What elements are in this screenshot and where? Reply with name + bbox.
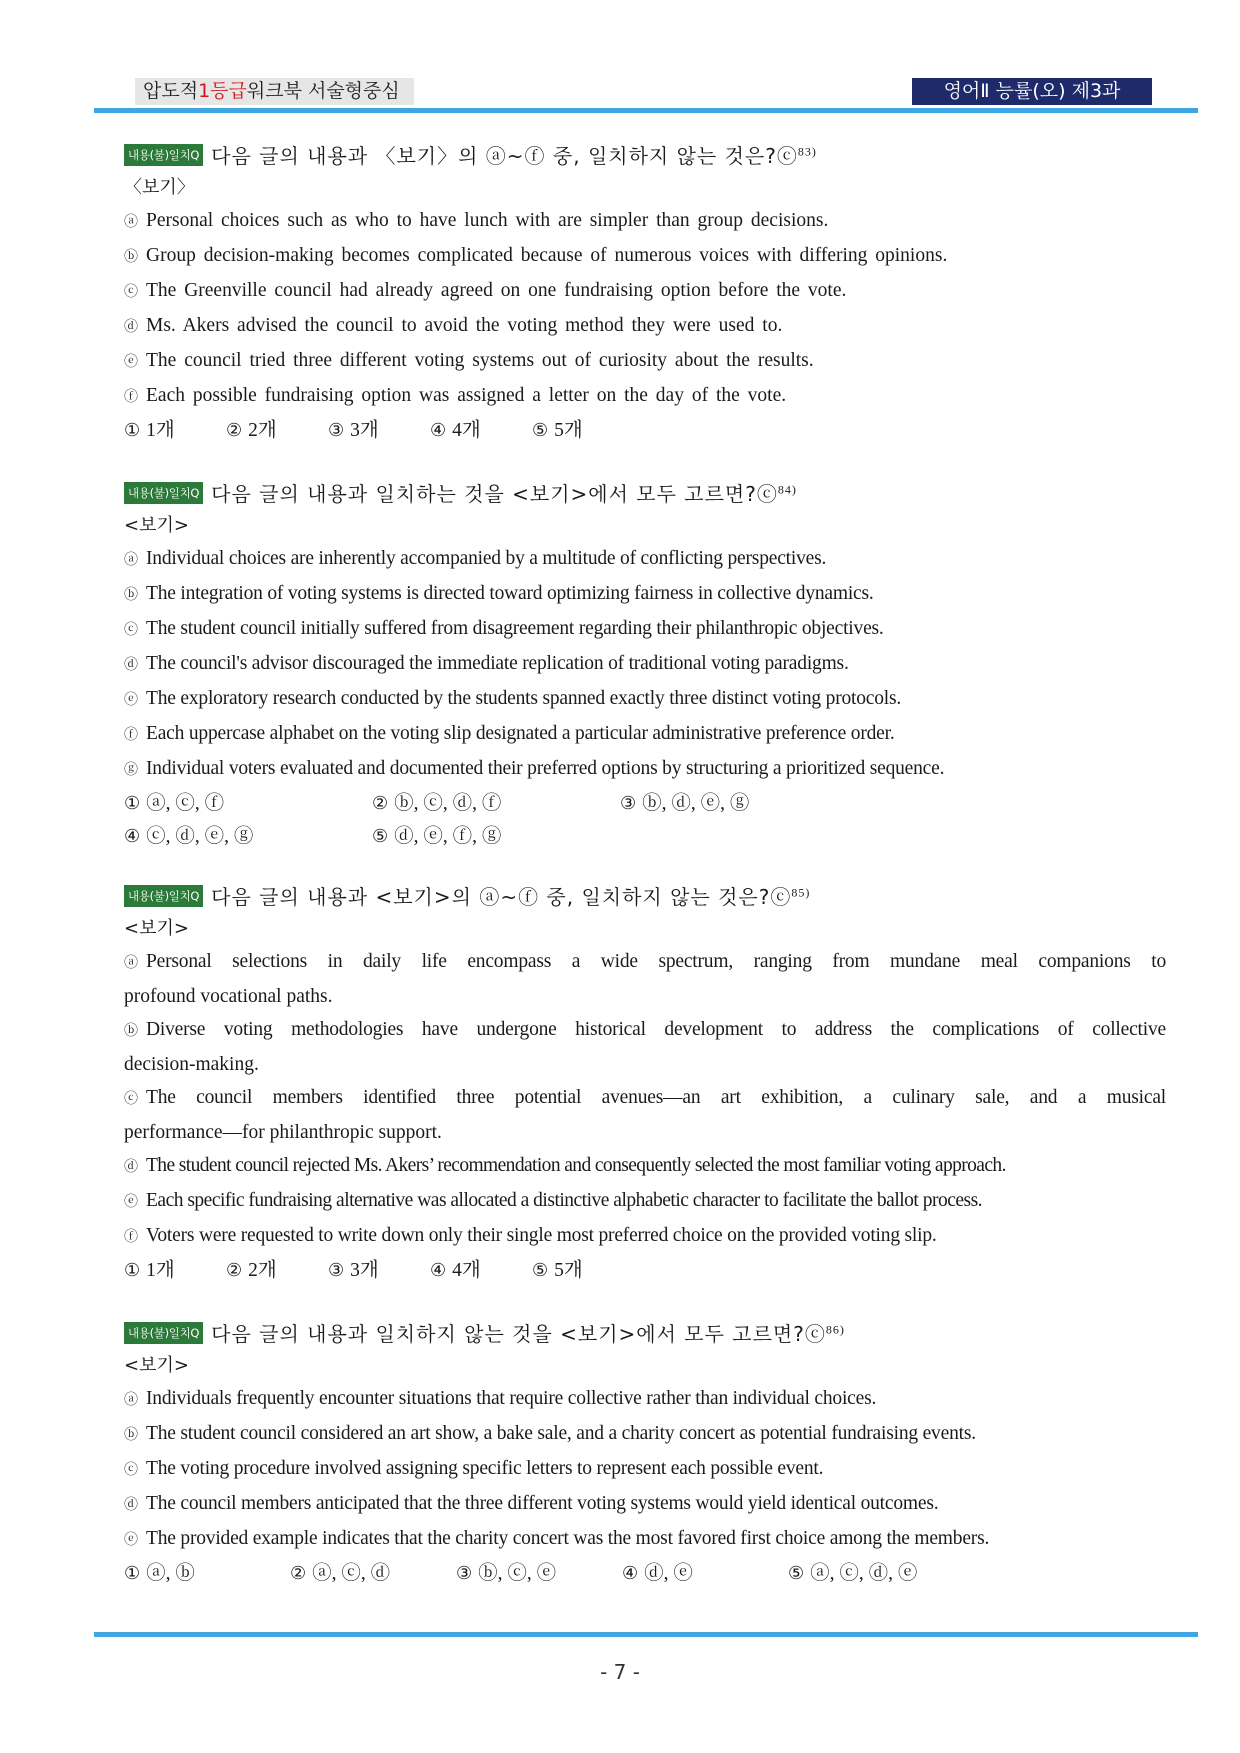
- choice-number: ⑤: [532, 420, 549, 441]
- choice-number: ③: [620, 793, 637, 814]
- statement-mark: ⓕ: [124, 727, 138, 743]
- statement-text: The student council considered an art show, a bake sale, and a charity concert as potential fundraising events.: [146, 1423, 976, 1444]
- statement: [124, 379, 1166, 414]
- footnote-ref: 86): [825, 1322, 845, 1337]
- answer-choice[interactable]: [372, 820, 501, 853]
- answer-choice[interactable]: [788, 1557, 917, 1590]
- statement-mark: ⓒ: [124, 622, 138, 638]
- answer-choice[interactable]: [124, 820, 253, 853]
- choice-text: 3개: [350, 420, 379, 441]
- question-86: [124, 1316, 1166, 1590]
- footnote-ref: 84): [777, 482, 797, 497]
- choice-text: 2개: [248, 1260, 277, 1281]
- question-text: [211, 1318, 845, 1347]
- statement-mark: ⓔ: [124, 1532, 138, 1548]
- choice-text: 5개: [554, 420, 583, 441]
- statement-text: The exploratory research conducted by the students spanned exactly three distinct voting protocols.: [146, 688, 902, 709]
- question-83: [124, 138, 1166, 447]
- choice-text: ⓒ, ⓓ, ⓔ, ⓖ: [146, 826, 254, 847]
- statement-text: Individual choices are inherently accompanied by a multitude of conflicting perspectives.: [146, 548, 827, 569]
- choice-number: ①: [124, 1563, 141, 1584]
- statement-mark: ⓑ: [124, 1427, 138, 1443]
- choice-text: 1개: [146, 420, 175, 441]
- statement-mark: ⓔ: [124, 354, 138, 370]
- answer-choices: [124, 820, 1166, 853]
- question-tag: 내용(불)일치Q: [124, 482, 203, 504]
- choice-number: ②: [226, 420, 243, 441]
- answer-choice[interactable]: [456, 1557, 556, 1590]
- statement-text: The council tried three different voting systems out of curiosity about the results.: [146, 350, 814, 371]
- choice-number: ⑤: [788, 1563, 805, 1584]
- question-prompt: 다음 글의 내용과 <보기>의 ⓐ~ⓕ 중, 일치하지 않는 것은?ⓒ: [211, 885, 792, 909]
- statement-mark: ⓓ: [124, 1497, 138, 1513]
- choice-number: ③: [456, 1563, 473, 1584]
- statement-continuation: performance—for philanthropic support.: [124, 1122, 442, 1143]
- page-number: - 7 -: [600, 1660, 640, 1684]
- choice-number: ①: [124, 1260, 141, 1281]
- statement: [124, 1417, 1166, 1452]
- question-85: [124, 879, 1166, 1287]
- answer-choice[interactable]: [124, 787, 224, 820]
- choice-text: ⓑ, ⓓ, ⓔ, ⓖ: [642, 793, 750, 814]
- statement-text: Ms. Akers advised the council to avoid the voting method they were used to.: [146, 315, 783, 336]
- choice-number: ⑤: [532, 1260, 549, 1281]
- statement: [124, 204, 1166, 239]
- header-rule: [94, 108, 1198, 113]
- statement: [124, 1452, 1166, 1487]
- choice-number: ④: [430, 1260, 447, 1281]
- question-tag: 내용(불)일치Q: [124, 1322, 203, 1344]
- workbook-title-prefix: 압도적: [143, 80, 199, 102]
- statement-continuation: decision-making.: [124, 1054, 259, 1075]
- statement-text: The Greenville council had already agreed on one fundraising option before the vote.: [146, 280, 847, 301]
- statement-text: Personal choices such as who to have lunch with are simpler than group decisions.: [146, 210, 829, 231]
- statement-mark: ⓔ: [124, 1194, 138, 1210]
- footer-rule: [94, 1632, 1198, 1637]
- statement-text: The council members identified three potential avenues—an art exhibition, a culinary sale, and a musical: [146, 1087, 1166, 1108]
- choice-text: ⓐ, ⓑ: [146, 1563, 195, 1584]
- answer-choice[interactable]: [622, 1557, 693, 1590]
- question-title: [124, 1316, 1166, 1349]
- choice-number: ③: [328, 1260, 345, 1281]
- statement-mark: ⓑ: [124, 1023, 138, 1039]
- statement-mark: ⓕ: [124, 1229, 138, 1245]
- statement-text: The student council rejected Ms. Akers’ recommendation and consequently selected the most familiar voting approach.: [146, 1155, 1006, 1176]
- statement: [124, 274, 1166, 309]
- choice-number: ①: [124, 793, 141, 814]
- choice-text: 4개: [452, 420, 481, 441]
- choice-text: ⓐ, ⓒ, ⓓ: [312, 1563, 391, 1584]
- choice-number: ②: [290, 1563, 307, 1584]
- statement-mark: ⓑ: [124, 587, 138, 603]
- statement-text: Voters were requested to write down only their single most preferred choice on the provided voting slip.: [146, 1225, 937, 1246]
- answer-choice[interactable]: [430, 1254, 481, 1287]
- workbook-title: [135, 78, 414, 105]
- question-prompt: 다음 글의 내용과 〈보기〉의 ⓐ~ⓕ 중, 일치하지 않는 것은?ⓒ: [211, 144, 798, 168]
- answer-choice[interactable]: [124, 414, 175, 447]
- statement-text: The council's advisor discouraged the immediate replication of traditional voting paradigms.: [146, 653, 849, 674]
- question-text: [211, 478, 797, 507]
- answer-choice[interactable]: [328, 414, 379, 447]
- statement-text: The integration of voting systems is directed toward optimizing fairness in collective dynamics.: [146, 583, 874, 604]
- statement-mark: ⓖ: [124, 762, 138, 778]
- statement: [124, 1219, 1166, 1254]
- question-prompt: 다음 글의 내용과 일치하지 않는 것을 <보기>에서 모두 고르면?ⓒ: [211, 1322, 826, 1346]
- statement-text: Each possible fundraising option was assigned a letter on the day of the vote.: [146, 385, 787, 406]
- choice-number: ②: [372, 793, 389, 814]
- statement-continuation: profound vocational paths.: [124, 986, 333, 1007]
- statement-mark: ⓓ: [124, 657, 138, 673]
- statement: [124, 344, 1166, 379]
- statement-mark: ⓕ: [124, 389, 138, 405]
- answer-choice[interactable]: [532, 1254, 583, 1287]
- statement-mark: ⓐ: [124, 214, 138, 230]
- answer-choice[interactable]: [290, 1557, 390, 1590]
- workbook-title-suffix: 워크북 서술형중심: [246, 80, 400, 102]
- statement: [124, 1149, 1166, 1184]
- statement-mark: ⓐ: [124, 955, 138, 971]
- choice-number: ④: [622, 1563, 639, 1584]
- answer-choice[interactable]: [620, 787, 749, 820]
- choice-text: 3개: [350, 1260, 379, 1281]
- choice-text: ⓑ, ⓒ, ⓔ: [478, 1563, 557, 1584]
- choice-text: 2개: [248, 420, 277, 441]
- statement-mark: ⓒ: [124, 1462, 138, 1478]
- statement: [124, 717, 1166, 752]
- box-label: <보기>: [124, 918, 189, 939]
- statement-text: Individuals frequently encounter situations that require collective rather than individual choices.: [146, 1388, 877, 1409]
- choice-text: ⓐ, ⓒ, ⓓ, ⓔ: [810, 1563, 918, 1584]
- answer-choice[interactable]: [372, 787, 501, 820]
- box-label: <보기>: [124, 1355, 189, 1376]
- statement: [124, 612, 1166, 647]
- choice-number: ②: [226, 1260, 243, 1281]
- choice-text: 1개: [146, 1260, 175, 1281]
- statement-mark: ⓑ: [124, 249, 138, 265]
- choice-text: ⓓ, ⓔ: [644, 1563, 693, 1584]
- statement-mark: ⓓ: [124, 1159, 138, 1175]
- statement: [124, 1013, 1166, 1048]
- choice-number: ④: [124, 826, 141, 847]
- statement-text: The council members anticipated that the three different voting systems would yield identical outcomes.: [146, 1493, 939, 1514]
- answer-choice[interactable]: [124, 1557, 195, 1590]
- statement: [124, 647, 1166, 682]
- answer-choices: [124, 1254, 1166, 1287]
- statement-mark: ⓒ: [124, 1091, 138, 1107]
- statement: [124, 945, 1166, 980]
- question-prompt: 다음 글의 내용과 일치하는 것을 <보기>에서 모두 고르면?ⓒ: [211, 482, 778, 506]
- question-tag: 내용(불)일치Q: [124, 144, 203, 166]
- choice-text: ⓓ, ⓔ, ⓕ, ⓖ: [394, 826, 502, 847]
- answer-choice[interactable]: [328, 1254, 379, 1287]
- statement: [124, 1522, 1166, 1557]
- answer-choices: [124, 414, 1166, 447]
- statement: [124, 1382, 1166, 1417]
- statement-text: Diverse voting methodologies have undergone historical development to address the complications of collective: [146, 1019, 1166, 1040]
- lesson-label: 영어Ⅱ 능률(오) 제3과: [912, 78, 1152, 105]
- statement-mark: ⓓ: [124, 319, 138, 335]
- statement-text: Each uppercase alphabet on the voting slip designated a particular administrative preference order.: [146, 723, 895, 744]
- question-title: [124, 879, 1166, 912]
- statement-mark: ⓔ: [124, 692, 138, 708]
- choice-number: ⑤: [372, 826, 389, 847]
- question-text: [211, 140, 817, 169]
- choice-text: ⓐ, ⓒ, ⓕ: [146, 793, 225, 814]
- statement-mark: ⓐ: [124, 552, 138, 568]
- statement-text: The student council initially suffered from disagreement regarding their philanthropic objectives.: [146, 618, 884, 639]
- answer-choice[interactable]: [532, 414, 583, 447]
- choice-number: ①: [124, 420, 141, 441]
- question-84: [124, 476, 1166, 853]
- box-label: <보기>: [124, 515, 189, 536]
- statement-text: Group decision-making becomes complicated because of numerous voices with differing opinions.: [146, 245, 948, 266]
- choice-number: ③: [328, 420, 345, 441]
- choice-number: ④: [430, 420, 447, 441]
- statement: [124, 1081, 1166, 1116]
- statement-text: Each specific fundraising alternative was allocated a distinctive alphabetic character to facilitate the ballot process.: [146, 1190, 983, 1211]
- statement-text: The provided example indicates that the charity concert was the most favored first choice among the members.: [146, 1528, 990, 1549]
- choice-text: ⓑ, ⓒ, ⓓ, ⓕ: [394, 793, 502, 814]
- answer-choice[interactable]: [430, 414, 481, 447]
- statement: [124, 239, 1166, 274]
- statement: [124, 542, 1166, 577]
- question-text: [211, 881, 810, 910]
- statement: [124, 1184, 1166, 1219]
- answer-choice[interactable]: [226, 414, 277, 447]
- statement: [124, 752, 1166, 787]
- answer-choices: [124, 787, 1166, 820]
- footnote-ref: 85): [791, 885, 811, 900]
- choice-text: 5개: [554, 1260, 583, 1281]
- statement-mark: ⓐ: [124, 1392, 138, 1408]
- statement: [124, 682, 1166, 717]
- statement: [124, 1487, 1166, 1522]
- question-title: [124, 476, 1166, 509]
- question-tag: 내용(불)일치Q: [124, 885, 203, 907]
- answer-choice[interactable]: [124, 1254, 175, 1287]
- choice-text: 4개: [452, 1260, 481, 1281]
- workbook-title-highlight: 1등급: [198, 80, 247, 102]
- footnote-ref: 83): [797, 144, 817, 159]
- statement: [124, 577, 1166, 612]
- statement-text: Individual voters evaluated and documented their preferred options by structuring a prioritized sequence.: [146, 758, 945, 779]
- question-title: [124, 138, 1166, 171]
- box-label: 〈보기〉: [124, 177, 195, 198]
- answer-choices: [124, 1557, 1166, 1590]
- statement: [124, 309, 1166, 344]
- statement-text: Personal selections in daily life encompass a wide spectrum, ranging from mundane meal companions to: [146, 951, 1166, 972]
- answer-choice[interactable]: [226, 1254, 277, 1287]
- statement-text: The voting procedure involved assigning specific letters to represent each possible event.: [146, 1458, 824, 1479]
- statement-mark: ⓒ: [124, 284, 138, 300]
